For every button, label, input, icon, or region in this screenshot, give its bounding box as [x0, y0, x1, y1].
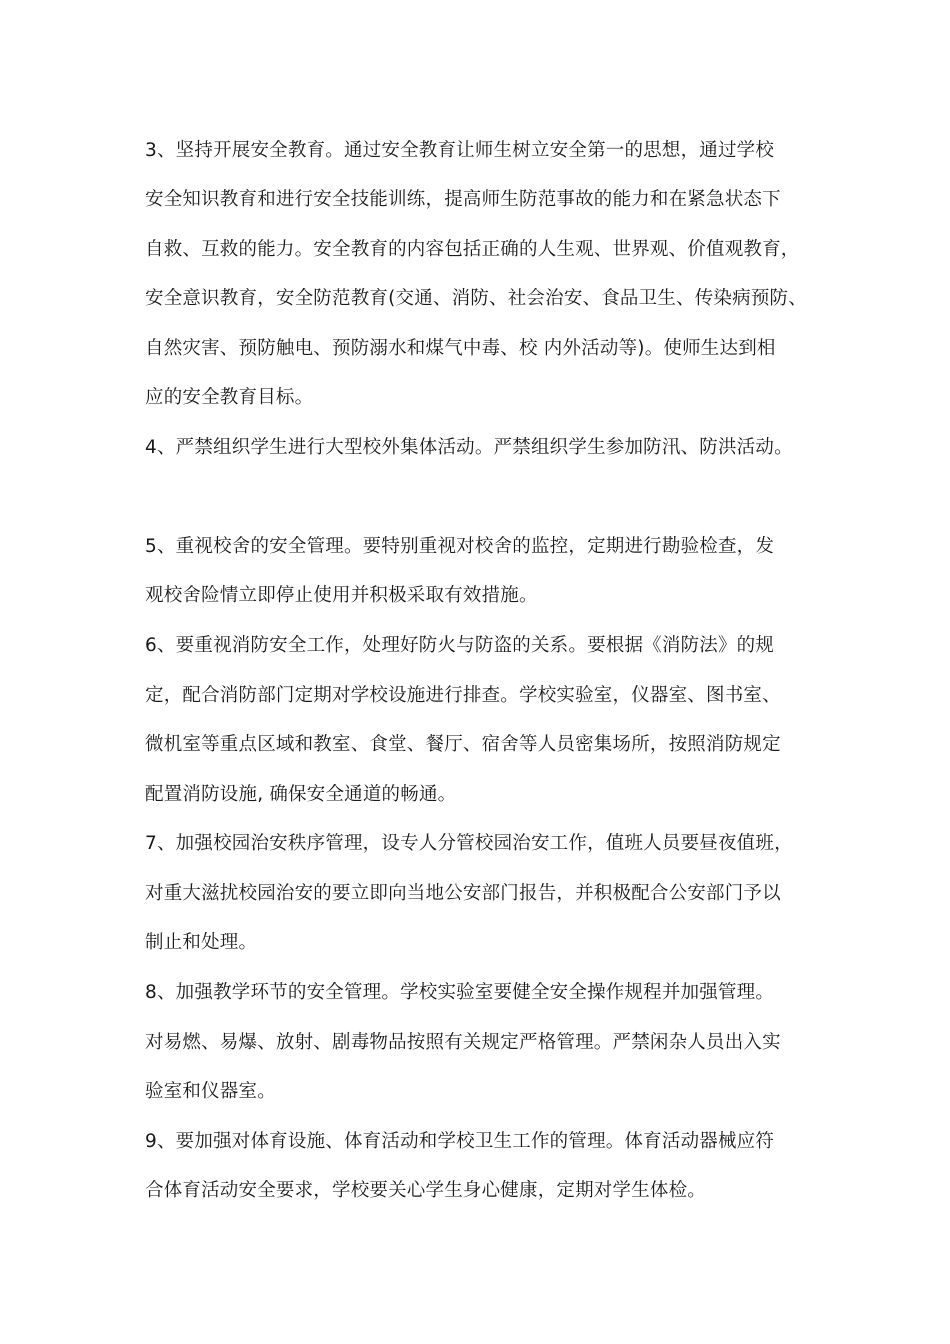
text-line: 自救、互救的能力。安全教育的内容包括正确的人生观、世界观、价值观教育， — [145, 239, 800, 260]
text-line: 9、要加强对体育设施、体育活动和学校卫生工作的管理。体育活动器械应符 — [145, 1131, 775, 1152]
text-line: 自然灾害、预防触电、预防溺水和煤气中毒、校 内外活动等)。使师生达到相 — [145, 338, 776, 359]
text-line: 安全意识教育，安全防范教育(交通、消防、社会治安、食品卫生、传染病预防、 — [145, 288, 807, 309]
text-line: 对易燃、易爆、放射、剧毒物品按照有关规定严格管理。严禁闲杂人员出入实 — [145, 1032, 781, 1053]
text-line: 应的安全教育目标。 — [145, 387, 314, 408]
text-line: 7、加强校园治安秩序管理，设专人分管校园治安工作，值班人员要昼夜值班， — [145, 833, 793, 854]
text-line: 4、严禁组织学生进行大型校外集体活动。严禁组织学生参加防汛、防洪活动。 — [145, 437, 793, 458]
text-line: 安全知识教育和进行安全技能训练，提高师生防范事故的能力和在紧急状态下 — [145, 189, 781, 210]
text-line: 8、加强教学环节的安全管理。学校实验室要健全安全操作规程并加强管理。 — [145, 982, 775, 1003]
text-line: 配置消防设施, 确保安全通道的畅通。 — [145, 784, 457, 805]
text-line: 制止和处理。 — [145, 932, 258, 953]
text-line: 微机室等重点区域和教室、食堂、餐厅、宿舍等人员密集场所，按照消防规定 — [145, 734, 781, 755]
text-line: 观校舍险情立即停止使用并积极采取有效措施。 — [145, 585, 538, 606]
text-line: 6、要重视消防安全工作，处理好防火与防盗的关系。要根据《消防法》的规 — [145, 635, 775, 656]
text-line: 3、坚持开展安全教育。通过安全教育让师生树立安全第一的思想，通过学校 — [145, 140, 775, 161]
text-line: 对重大滋扰校园治安的要立即向当地公安部门报告，并积极配合公安部门予以 — [145, 883, 781, 904]
text-line: 合体育活动安全要求，学校要关心学生身心健康，定期对学生体检。 — [145, 1180, 707, 1201]
text-line: 5、重视校舍的安全管理。要特别重视对校舍的监控，定期进行勘验检查，发 — [145, 536, 775, 557]
text-line: 定，配合消防部门定期对学校设施进行排查。学校实验室，仪器室、图书室、 — [145, 685, 781, 706]
text-line: 验室和仪器室。 — [145, 1081, 276, 1102]
